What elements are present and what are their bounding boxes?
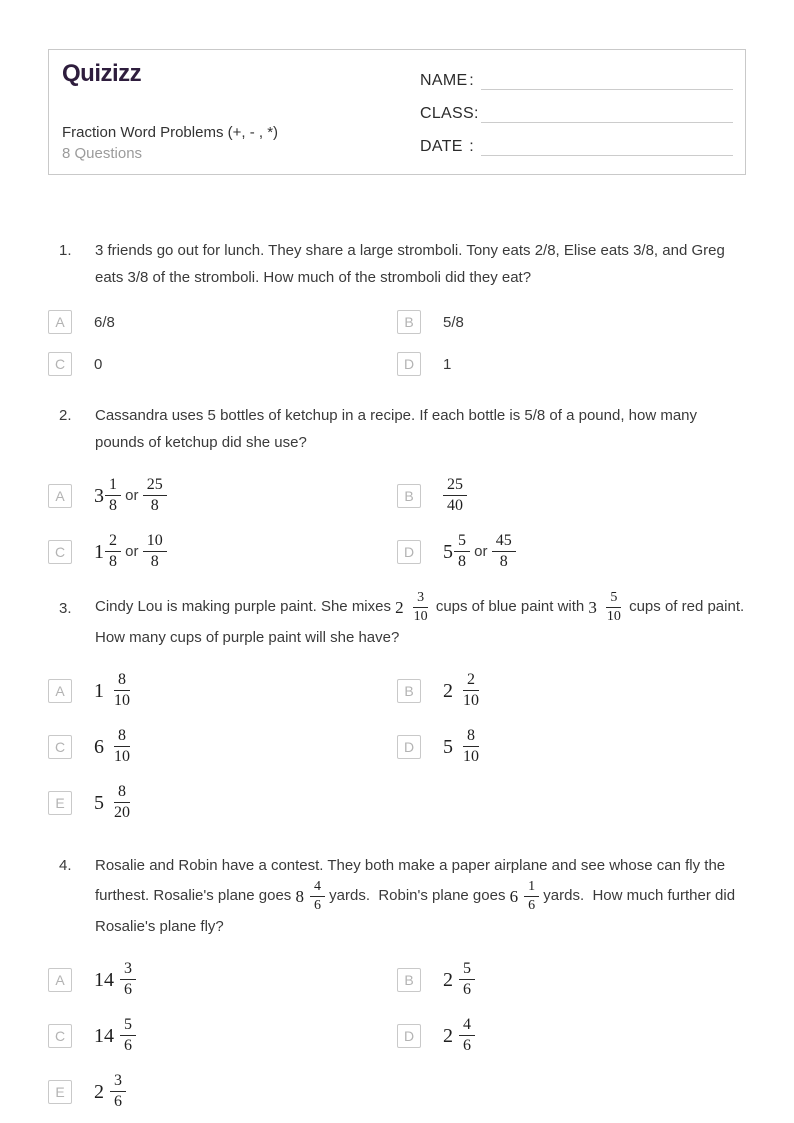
name-field — [420, 57, 733, 90]
option-d — [397, 352, 746, 376]
fraction-stack — [459, 727, 483, 766]
fraction-numerator: 3 — [110, 1072, 126, 1092]
fraction-numerator: 25 — [143, 476, 167, 496]
fraction-whole: 14 — [94, 1024, 114, 1047]
text-run: Cassandra uses 5 bottles of ketchup in a recipe. If each bottle is 5/8 of a pound, how many pounds of ketchup did she use? — [95, 407, 702, 451]
options-grid — [48, 310, 746, 376]
fraction-numerator: 1 — [524, 879, 539, 897]
fraction-stack — [459, 671, 483, 710]
fraction-stack — [524, 879, 539, 913]
option-letter-box[interactable]: B — [397, 968, 421, 992]
fraction-denominator: 6 — [463, 981, 471, 999]
option-b — [397, 469, 746, 522]
fraction-stack — [143, 532, 167, 571]
fraction-whole: 1 — [94, 679, 104, 702]
fraction — [143, 532, 167, 571]
question-text — [95, 402, 746, 456]
option-e — [48, 776, 397, 829]
option-letter-box[interactable]: C — [48, 540, 72, 564]
option-b — [397, 953, 746, 1006]
option-d — [397, 1009, 746, 1062]
option-content — [94, 783, 134, 822]
fraction-denominator: 10 — [463, 692, 479, 710]
fraction-numerator: 2 — [463, 671, 479, 691]
option-letter-box[interactable]: B — [397, 679, 421, 703]
fraction-stack — [110, 671, 134, 710]
date-field — [420, 123, 733, 156]
fraction-stack — [410, 590, 432, 624]
fraction-stack — [492, 532, 516, 571]
option-e — [48, 1065, 397, 1118]
fraction — [94, 783, 134, 822]
option-content — [94, 960, 136, 999]
fraction — [443, 671, 483, 710]
text-run: cups of blue paint with — [431, 598, 589, 616]
fraction-whole: 2 — [94, 1080, 104, 1103]
fraction-numerator: 8 — [114, 783, 130, 803]
fraction-numerator: 3 — [413, 590, 428, 608]
option-b — [397, 310, 746, 334]
fraction-denominator: 6 — [124, 1037, 132, 1055]
fraction-whole: 14 — [94, 968, 114, 991]
fraction — [443, 727, 483, 766]
class-input-line[interactable] — [481, 102, 733, 123]
option-a — [48, 953, 397, 1006]
text-run: or — [121, 487, 143, 504]
fraction-stack — [105, 532, 121, 571]
fraction — [94, 532, 121, 571]
fraction — [588, 590, 625, 624]
question-text — [95, 852, 746, 940]
fraction-denominator: 6 — [463, 1037, 471, 1055]
fraction-stack — [110, 1072, 126, 1111]
option-letter-box[interactable]: A — [48, 484, 72, 508]
option-content — [94, 314, 115, 331]
fraction-numerator: 5 — [459, 960, 475, 980]
fraction-stack — [120, 1016, 136, 1055]
option-d — [397, 525, 746, 578]
option-content — [94, 1016, 136, 1055]
options-grid — [48, 469, 746, 578]
text-run: or — [121, 543, 143, 560]
fraction — [443, 476, 467, 515]
text-run: 1 — [443, 355, 452, 373]
fraction-whole: 1 — [94, 540, 104, 563]
option-c — [48, 352, 397, 376]
fraction-denominator: 8 — [150, 497, 159, 514]
question-number: 4. — [59, 857, 72, 874]
fraction-stack — [603, 590, 625, 624]
date-label: DATE : — [420, 137, 474, 155]
fraction-denominator: 6 — [114, 1093, 122, 1111]
question-number: 2. — [59, 407, 72, 424]
option-b — [397, 664, 746, 717]
option-letter-box[interactable]: A — [48, 968, 72, 992]
fraction — [443, 532, 470, 571]
fraction-denominator: 8 — [109, 497, 117, 514]
option-c — [48, 1009, 397, 1062]
fraction-denominator: 20 — [114, 804, 130, 822]
fraction-denominator: 8 — [458, 553, 466, 570]
fraction-stack — [143, 476, 167, 515]
fraction-whole: 3 — [94, 484, 104, 507]
fraction-numerator: 4 — [459, 1016, 475, 1036]
option-content — [443, 532, 516, 571]
question-1 — [48, 237, 746, 376]
fraction-numerator: 8 — [114, 727, 130, 747]
fraction-denominator: 10 — [606, 608, 621, 624]
option-letter-box[interactable]: A — [48, 310, 72, 334]
option-content — [94, 1072, 126, 1111]
fraction-denominator: 8 — [499, 553, 508, 570]
fraction — [143, 476, 167, 515]
worksheet-title: Fraction Word Problems (+, - , *) — [62, 123, 279, 141]
fraction-numerator: 2 — [105, 532, 121, 552]
fraction-denominator: 10 — [413, 608, 428, 624]
options-grid — [48, 953, 746, 1118]
option-content — [94, 532, 167, 571]
option-content — [443, 314, 464, 331]
question-head — [48, 852, 746, 940]
fraction-whole: 5 — [443, 735, 453, 758]
fraction-whole: 6 — [509, 886, 519, 906]
text-run: 5/8 — [443, 313, 464, 331]
option-letter-box[interactable]: D — [397, 540, 421, 564]
text-run: or — [470, 543, 492, 560]
option-letter-box[interactable]: C — [48, 735, 72, 759]
fraction — [94, 476, 121, 515]
fraction-whole: 5 — [94, 791, 104, 814]
name-input-line[interactable] — [481, 69, 733, 90]
option-letter-box[interactable]: C — [48, 1024, 72, 1048]
fraction-numerator: 8 — [114, 671, 130, 691]
question-number: 1. — [59, 242, 72, 259]
fraction-numerator: 5 — [606, 590, 621, 608]
question-number: 3. — [59, 600, 72, 617]
fraction — [443, 1016, 475, 1055]
text-run: 3 friends go out for lunch. They share a large stromboli. Tony eats 2/8, Elise eats 3/8, and Greg eats 3/8 of the stromboli. How much of the stromboli did they eat? — [95, 242, 729, 286]
question-text — [95, 590, 753, 651]
question-text — [95, 237, 746, 291]
fraction-numerator: 5 — [454, 532, 470, 552]
fraction-denominator: 10 — [114, 748, 130, 766]
fraction-denominator: 8 — [109, 553, 117, 570]
question-4 — [48, 852, 746, 1118]
fraction-numerator: 45 — [492, 532, 516, 552]
option-content — [443, 727, 483, 766]
option-letter-box[interactable]: D — [397, 1024, 421, 1048]
option-letter-box[interactable]: C — [48, 352, 72, 376]
option-content — [443, 671, 483, 710]
question-head — [48, 590, 753, 651]
fraction-stack — [120, 960, 136, 999]
option-a — [48, 469, 397, 522]
class-label: CLASS : — [420, 104, 479, 122]
fraction-stack — [310, 879, 325, 913]
fraction-denominator: 6 — [313, 897, 321, 913]
text-run: cups of red paint. How many cups of purple paint will she have? — [95, 598, 753, 647]
fraction-denominator: 6 — [528, 897, 536, 913]
option-content — [94, 727, 134, 766]
fraction-whole: 8 — [295, 886, 304, 906]
fraction — [94, 1072, 126, 1111]
options-grid — [48, 664, 746, 829]
option-letter-box[interactable]: B — [397, 310, 421, 334]
option-c — [48, 720, 397, 773]
option-d — [397, 720, 746, 773]
text-run: Rosalie and Robin have a contest. They both make a paper airplane and see whose can fly the furthest. Rosalie's plane goes — [95, 857, 730, 905]
question-head — [48, 402, 746, 456]
fraction — [94, 960, 136, 999]
fraction — [395, 590, 432, 624]
fraction-stack — [105, 476, 121, 515]
fraction-numerator: 5 — [120, 1016, 136, 1036]
fraction-stack — [454, 532, 470, 571]
question-2 — [48, 402, 746, 578]
fraction-whole: 5 — [443, 540, 453, 563]
fraction-denominator: 6 — [124, 981, 132, 999]
question-head — [48, 237, 746, 291]
option-content — [443, 960, 475, 999]
option-c — [48, 525, 397, 578]
fraction-stack — [459, 1016, 475, 1055]
option-content — [94, 356, 102, 373]
fraction — [510, 879, 540, 913]
title-block — [62, 123, 420, 165]
fraction-denominator: 40 — [447, 497, 463, 514]
fraction-numerator: 4 — [310, 879, 325, 897]
fraction-stack — [110, 727, 134, 766]
worksheet-header — [48, 49, 746, 175]
fraction — [295, 879, 325, 913]
fraction-stack — [459, 960, 475, 999]
option-letter-box[interactable]: D — [397, 352, 421, 376]
fraction-stack — [110, 783, 134, 822]
fraction-numerator: 3 — [120, 960, 136, 980]
option-content — [443, 356, 451, 373]
question-count: 8 Questions — [62, 144, 143, 162]
option-letter-box[interactable]: A — [48, 679, 72, 703]
fraction-numerator: 8 — [463, 727, 479, 747]
option-a — [48, 310, 397, 334]
fraction-numerator: 25 — [443, 476, 467, 496]
option-content — [443, 476, 467, 515]
text-run: 6/8 — [94, 313, 115, 331]
fraction-denominator: 8 — [150, 553, 159, 570]
fraction-numerator: 10 — [143, 532, 167, 552]
fraction-whole: 2 — [443, 679, 453, 702]
fraction — [443, 960, 475, 999]
option-content — [94, 476, 167, 515]
question-3 — [48, 590, 753, 829]
option-letter-box[interactable]: E — [48, 791, 72, 815]
fraction — [94, 727, 134, 766]
fraction — [94, 671, 134, 710]
quizizz-logo: Quizizz — [62, 60, 142, 87]
fraction — [492, 532, 516, 571]
fraction — [94, 1016, 136, 1055]
name-label: NAME : — [420, 71, 474, 89]
date-input-line[interactable] — [481, 135, 733, 156]
option-content — [94, 671, 134, 710]
option-letter-box[interactable]: D — [397, 735, 421, 759]
fraction-denominator: 10 — [114, 692, 130, 710]
option-content — [443, 1016, 475, 1055]
fraction-whole: 3 — [588, 597, 597, 617]
header-left — [49, 50, 420, 174]
text-run: 0 — [94, 355, 103, 373]
fraction-denominator: 10 — [463, 748, 479, 766]
fraction-whole: 6 — [94, 735, 104, 758]
text-run: yards. Robin's plane goes — [324, 887, 510, 905]
fraction-whole: 2 — [443, 968, 453, 991]
text-run: yards. How much further did Rosalie's plane fly? — [95, 887, 740, 936]
text-run: Cindy Lou is making purple paint. She mixes — [95, 598, 396, 616]
fraction-whole: 2 — [443, 1024, 453, 1047]
class-field — [420, 90, 733, 123]
header-fields — [420, 50, 745, 174]
fraction-numerator: 1 — [105, 476, 121, 496]
option-letter-box[interactable]: B — [397, 484, 421, 508]
fraction-whole: 2 — [395, 597, 404, 617]
option-a — [48, 664, 397, 717]
fraction-stack — [443, 476, 467, 515]
option-letter-box[interactable]: E — [48, 1080, 72, 1104]
